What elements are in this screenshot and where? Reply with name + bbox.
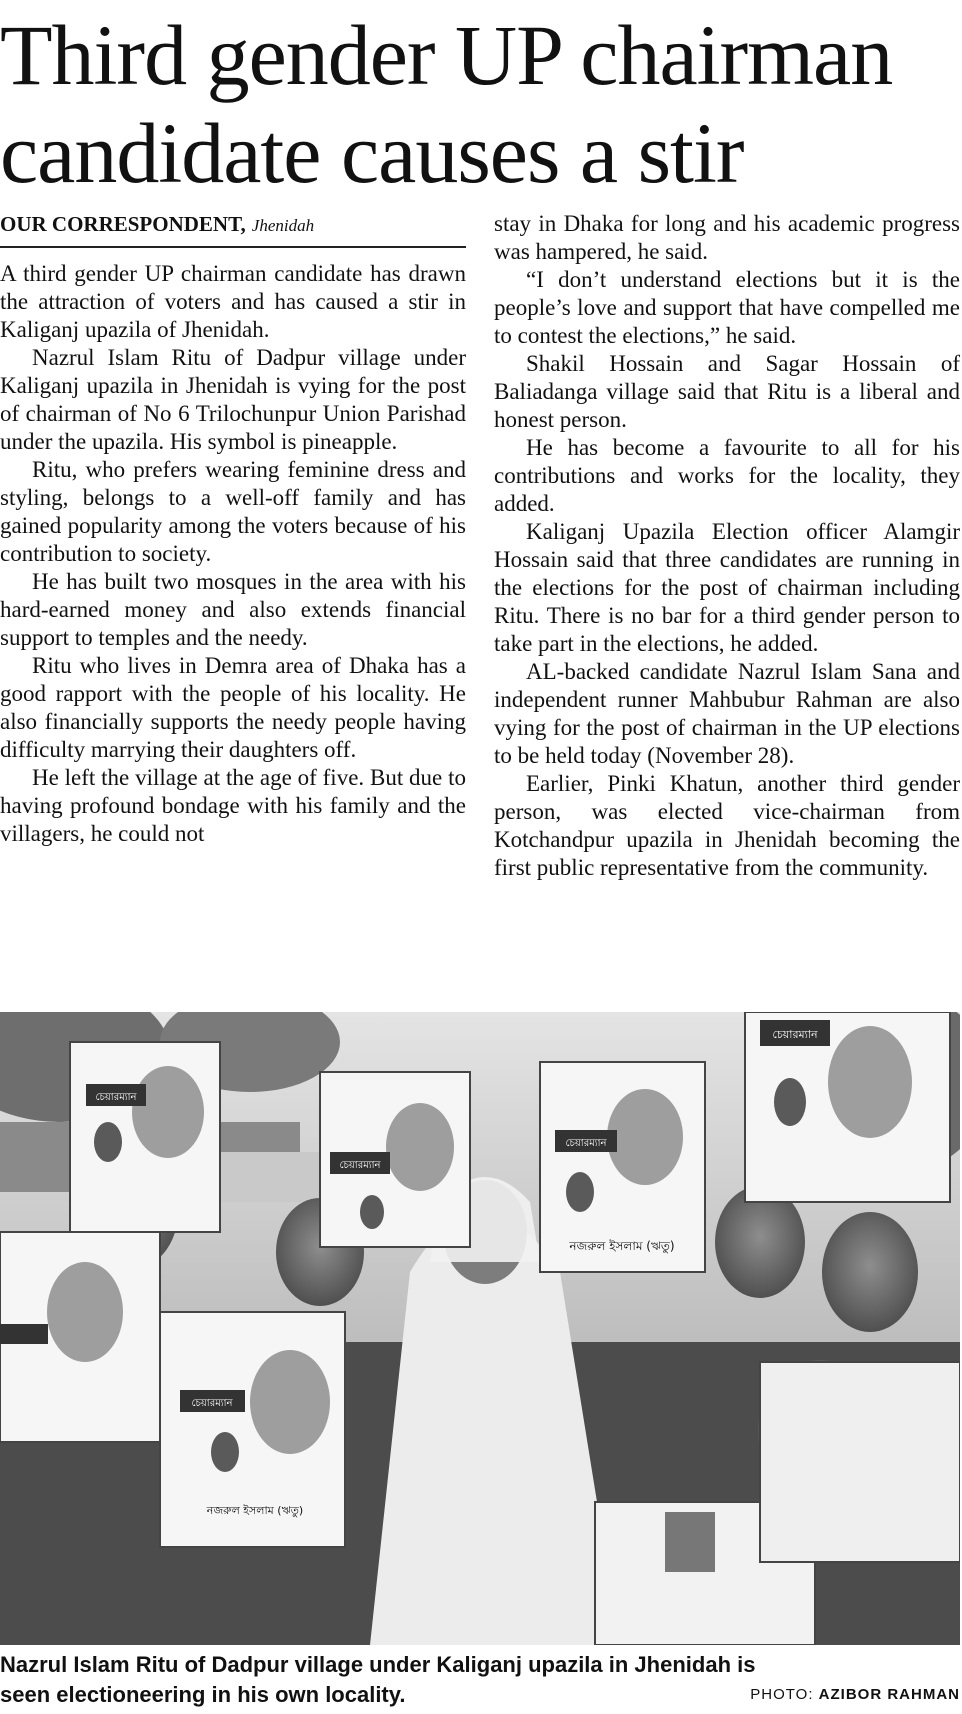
poster-title: চেয়ারম্যান [95, 1092, 137, 1103]
photo-caption: Nazrul Islam Ritu of Dadpur village under Kaliganj upazila in Jhenidah is seen electioneering in his own locality. [0, 1652, 756, 1707]
article-paragraph: He has become a favourite to all for his contributions and works for the locality, they added. [494, 435, 960, 516]
article-paragraph: He left the village at the age of five. But due to having profound bondage with his family and the villagers, he could not [0, 765, 466, 846]
campaign-poster [160, 1312, 345, 1547]
poster-name: নজরুল ইসলাম (ঋতু) [569, 1239, 675, 1253]
poster-title: চেয়ারম্যান [339, 1160, 381, 1171]
article-paragraph: He has built two mosques in the area with his hard-earned money and also extends financial support to temples and the needy. [0, 569, 466, 650]
photo-credit-name: AZIBOR RAHMAN [818, 1686, 960, 1703]
photo-credit-label: PHOTO: [750, 1686, 814, 1703]
photo-credit [750, 1686, 960, 1703]
article-paragraph: A third gender UP chairman candidate has drawn the attraction of voters and has caused a stir in Kaliganj upazila of Jhenidah. [0, 261, 466, 342]
article-paragraph: Shakil Hossain and Sagar Hossain of Baliadanga village said that Ritu is a liberal and honest person. [494, 351, 960, 432]
byline-name: OUR CORRESPONDENT, [0, 212, 246, 236]
headline: Third gender UP chairman candidate causes a stir [0, 7, 893, 201]
poster-title: চেয়ারম্যান [191, 1398, 233, 1409]
article-paragraph: Earlier, Pinki Khatun, another third gender person, was elected vice-chairman from Kotchandpur upazila in Jhenidah becoming the first public representative from the community. [494, 771, 960, 880]
article-right-column [494, 210, 960, 882]
poster-name: নজরুল ইসলাম (ঋতু) [206, 1504, 304, 1517]
campaign-poster [540, 1062, 705, 1272]
byline [0, 210, 466, 248]
campaign-poster [70, 1042, 220, 1232]
campaign-poster [0, 1232, 160, 1442]
campaign-poster [745, 1012, 950, 1202]
article-paragraph: Kaliganj Upazila Election officer Alamgir Hossain said that three candidates are running in the elections for the post of chairman including Ritu. There is no bar for a third gender person to take part in the elections, he added. [494, 519, 960, 656]
article-paragraph: stay in Dhaka for long and his academic progress was hampered, he said. [494, 211, 960, 264]
campaign-poster [320, 1072, 470, 1247]
article-paragraph: Ritu who lives in Demra area of Dhaka has a good rapport with the people of his locality. He also financially supports the needy people having difficulty marrying their daughters off. [0, 653, 466, 762]
byline-place: Jhenidah [251, 216, 315, 235]
article-left-column [0, 260, 466, 848]
article-paragraph: “I don’t understand elections but it is the people’s love and support that have compelled me to contest the elections,” he said. [494, 267, 960, 348]
article-paragraph: Ritu, who prefers wearing feminine dress and styling, belongs to a well-off family and has gained popularity among the voters because of his contribution to society. [0, 457, 466, 566]
poster-title: চেয়ারম্যান [772, 1028, 818, 1041]
poster-title: চেয়ারম্যান [565, 1138, 607, 1149]
article-paragraph: Nazrul Islam Ritu of Dadpur village under Kaliganj upazila in Jhenidah is vying for the post of chairman of No 6 Trilochunpur Union Parishad under the upazila. His symbol is pineapple. [0, 345, 466, 454]
campaign-poster [760, 1362, 960, 1562]
news-photo [0, 1012, 960, 1645]
article-paragraph: AL-backed candidate Nazrul Islam Sana and independent runner Mahbubur Rahman are also vying for the post of chairman in the UP elections to be held today (November 28). [494, 659, 960, 768]
